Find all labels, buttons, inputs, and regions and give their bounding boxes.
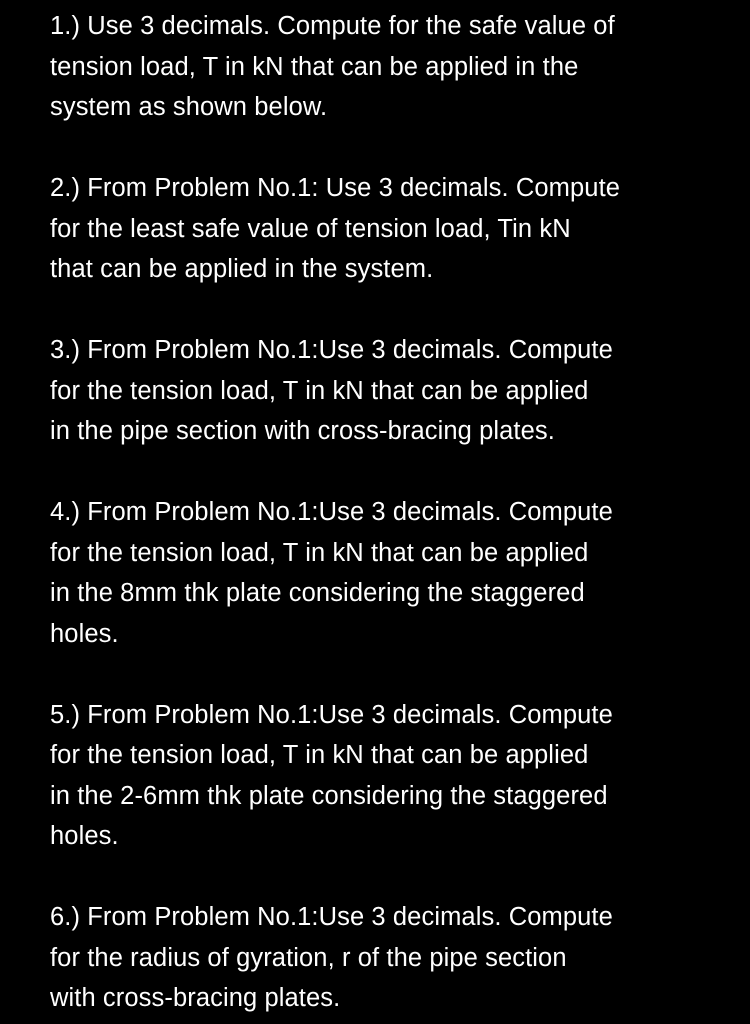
problem-text-line: holes. xyxy=(50,619,119,648)
problem-text-line: in the 8mm thk plate considering the staggered xyxy=(50,579,585,607)
problem-text-line: system as shown below. xyxy=(50,93,328,121)
problem-text-line: 1.) Use 3 decimals. Compute for the safe value of xyxy=(50,12,615,40)
problem-text-line: 5.) From Problem No.1:Use 3 decimals. Compute xyxy=(50,700,613,729)
problem-1 xyxy=(50,6,740,128)
problem-text-line: for the tension load, T in kN that can be applied xyxy=(50,376,589,405)
problem-5 xyxy=(50,695,740,857)
problem-3 xyxy=(50,330,740,452)
problem-text-line: 4.) From Problem No.1:Use 3 decimals. Compute xyxy=(50,498,613,526)
problem-text-line: 6.) From Problem No.1:Use 3 decimals. Compute xyxy=(50,903,613,931)
problem-text-line: for the radius of gyration, r of the pipe section xyxy=(50,943,567,972)
problem-text-line: for the tension load, T in kN that can be applied xyxy=(50,538,589,567)
problem-text-line: tension load, T in kN that can be applied in the xyxy=(50,52,579,81)
problem-list xyxy=(50,6,740,1019)
problem-text-line: with cross-bracing plates. xyxy=(50,984,341,1012)
problem-text-line: 2.) From Problem No.1: Use 3 decimals. Compute xyxy=(50,174,621,202)
problem-text-line: in the pipe section with cross-bracing plates. xyxy=(50,417,555,445)
problem-text-line: 3.) From Problem No.1:Use 3 decimals. Compute xyxy=(50,336,613,364)
problem-2 xyxy=(50,168,740,290)
problem-text-line: for the tension load, T in kN that can be applied xyxy=(50,741,589,769)
problem-text-line: for the least safe value of tension load, Tin kN xyxy=(50,214,571,243)
problem-text-line: that can be applied in the system. xyxy=(50,255,434,283)
problem-text-line: in the 2-6mm thk plate considering the staggered xyxy=(50,781,608,810)
problem-6 xyxy=(50,897,740,1019)
problem-4 xyxy=(50,492,740,654)
problem-text-line: holes. xyxy=(50,822,119,850)
